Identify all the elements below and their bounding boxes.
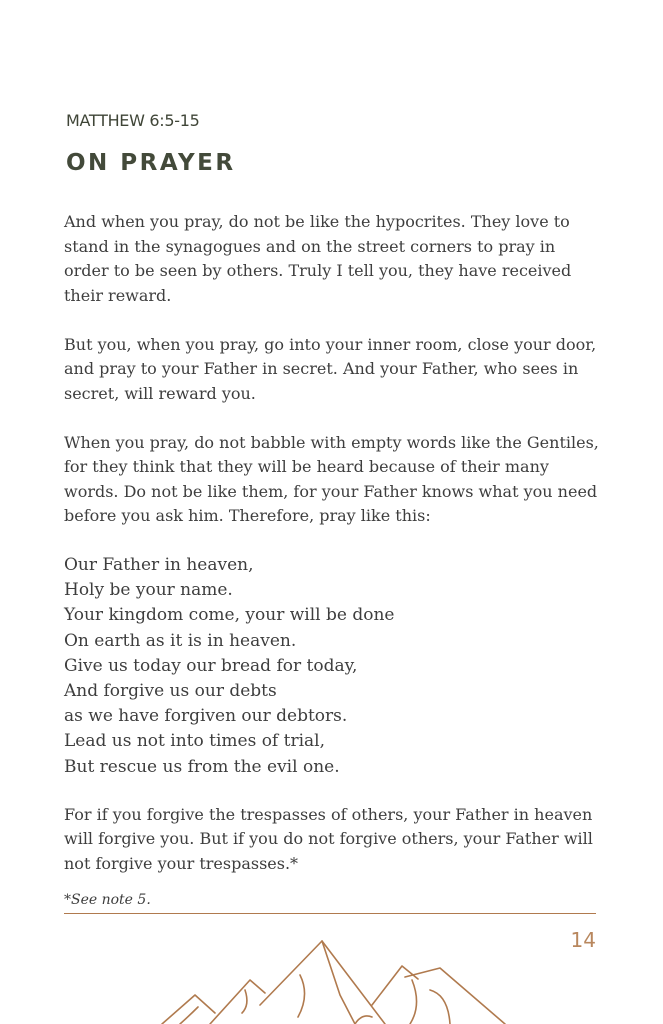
body-text bbox=[64, 210, 604, 901]
prayer-line: And forgive us our debts bbox=[64, 681, 277, 702]
paragraph-2: But you, when you pray, go into your inner room, close your door, and pray to your Father in secret. And your Father, who sees in secret, will reward you. bbox=[64, 334, 597, 403]
lords-prayer bbox=[64, 553, 604, 780]
footer-divider bbox=[64, 913, 596, 914]
page-title: ON PRAYER bbox=[66, 150, 236, 176]
prayer-line: But rescue us from the evil one. bbox=[64, 756, 340, 777]
prayer-line: as we have forgiven our debtors. bbox=[64, 706, 348, 727]
footnote: *See note 5. bbox=[64, 892, 151, 908]
mountains-icon bbox=[150, 935, 510, 1024]
scripture-reference: MATTHEW 6:5-15 bbox=[66, 111, 200, 130]
prayer-line: Lead us not into times of trial, bbox=[64, 731, 326, 752]
page-number: 14 bbox=[570, 928, 596, 952]
prayer-line: On earth as it is in heaven. bbox=[64, 630, 297, 651]
prayer-line: Holy be your name. bbox=[64, 580, 233, 601]
paragraph-3: When you pray, do not babble with empty words like the Gentiles, for they think that they will be heard because of their many words. Do not be like them, for your Father knows what you need before you ask him. Therefore, pray like this: bbox=[64, 432, 599, 525]
paragraph-1: And when you pray, do not be like the hypocrites. They love to stand in the synagogues and on the street corners to pray in order to be seen by others. Truly I tell you, they have received their reward. bbox=[64, 212, 572, 305]
prayer-line: Give us today our bread for today, bbox=[64, 655, 358, 676]
prayer-line: Our Father in heaven, bbox=[64, 555, 254, 575]
prayer-line: Your kingdom come, your will be done bbox=[64, 605, 395, 626]
closing-paragraph: For if you forgive the trespasses of others, your Father in heaven will forgive you. But if you do not forgive others, your Father will not forgive your trespasses.* bbox=[64, 804, 593, 873]
